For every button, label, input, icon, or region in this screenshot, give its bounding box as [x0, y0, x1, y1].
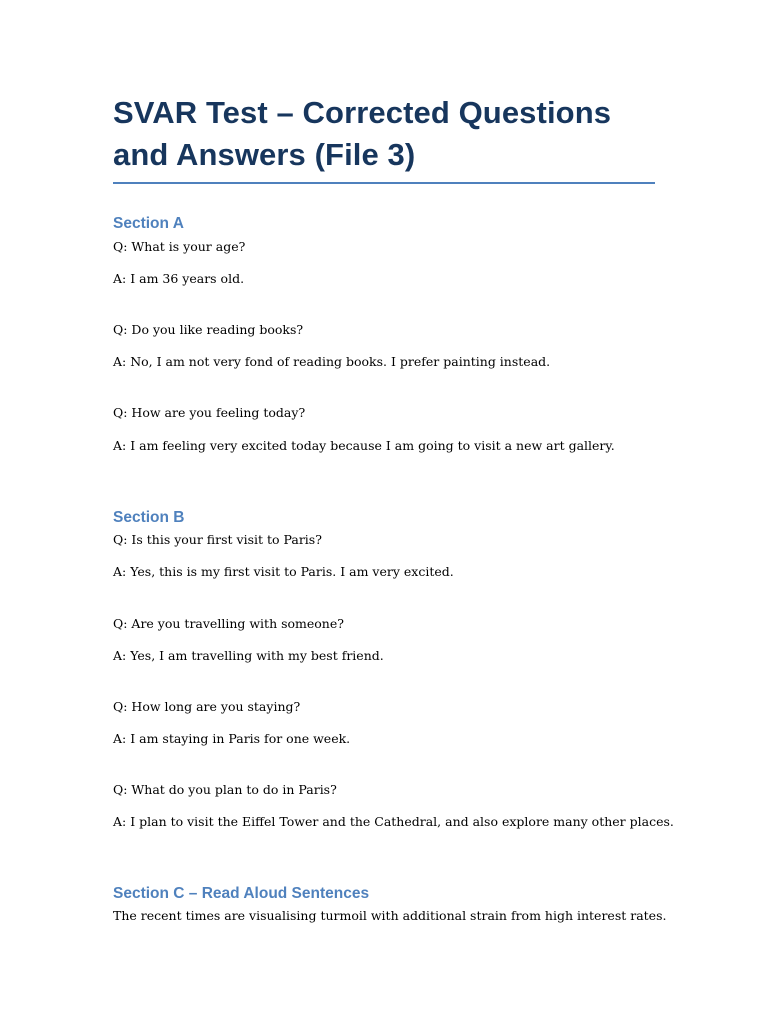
question-line: Q: Are you travelling with someone?	[113, 616, 344, 631]
answer-line: A: Yes, this is my first visit to Paris. I am very excited.	[113, 564, 454, 579]
question-line: Q: What is your age?	[113, 239, 246, 254]
read-aloud-sentence: The recent times are visualising turmoil with additional strain from high interest rates.	[113, 908, 667, 923]
document-page	[113, 92, 655, 184]
answer-line: A: I am feeling very excited today because I am going to visit a new art gallery.	[113, 438, 615, 453]
section-a-heading: Section A	[113, 215, 184, 232]
answer-line: A: No, I am not very fond of reading books. I prefer painting instead.	[113, 354, 551, 369]
question-line: Q: Do you like reading books?	[113, 322, 304, 337]
question-line: Q: How are you feeling today?	[113, 405, 306, 420]
answer-line: A: Yes, I am travelling with my best friend.	[113, 648, 384, 663]
section-c-heading: Section C – Read Aloud Sentences	[113, 885, 370, 902]
answer-line: A: I am 36 years old.	[113, 271, 245, 286]
answer-line: A: I plan to visit the Eiffel Tower and the Cathedral, and also explore many other places.	[113, 814, 674, 829]
section-b-heading: Section B	[113, 509, 185, 526]
document-title: SVAR Test – Corrected Questions and Answers (File 3)	[113, 92, 655, 184]
question-line: Q: Is this your first visit to Paris?	[113, 532, 322, 547]
question-line: Q: How long are you staying?	[113, 699, 301, 714]
question-line: Q: What do you plan to do in Paris?	[113, 782, 337, 797]
answer-line: A: I am staying in Paris for one week.	[113, 731, 351, 746]
